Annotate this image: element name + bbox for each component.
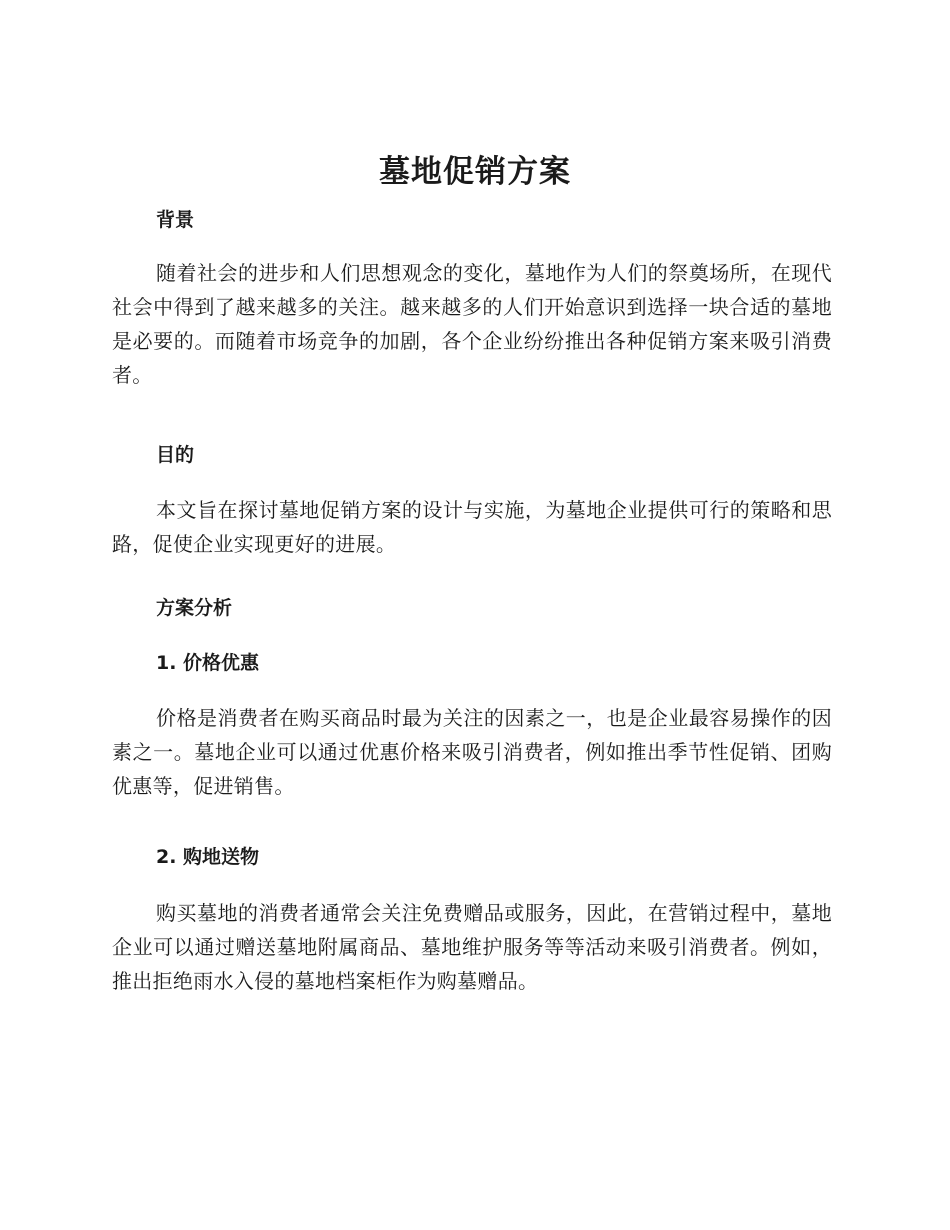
section-body-purpose: 本文旨在探讨墓地促销方案的设计与实施，为墓地企业提供可行的策略和思路，促使企业实现更好的进展。 [112, 498, 832, 556]
section-body-gift: 购买墓地的消费者通常会关注免费赠品或服务，因此，在营销过程中，墓地企业可以通过赠送墓地附属商品、墓地维护服务等等活动来吸引消费者。例如，推出拒绝雨水入侵的墓地档案柜作为购墓赠品。 [112, 901, 832, 993]
section-heading-analysis: 方案分析 [156, 597, 233, 619]
section-heading-price: 1. 价格优惠 [156, 652, 260, 674]
section-body-price: 价格是消费者在购买商品时最为关注的因素之一，也是企业最容易操作的因素之一。墓地企业可以通过优惠价格来吸引消费者，例如推出季节性促销、团购优惠等，促进销售。 [112, 706, 832, 798]
section-body-background: 随着社会的进步和人们思想观念的变化，墓地作为人们的祭奠场所，在现代社会中得到了越来越多的关注。越来越多的人们开始意识到选择一块合适的墓地是必要的。而随着市场竞争的加剧，各个企业纷纷推出各种促销方案来吸引消费者。 [112, 261, 832, 387]
section-heading-gift: 2. 购地送物 [156, 846, 260, 868]
document-title: 墓地促销方案 [379, 154, 571, 190]
section-heading-background: 背景 [156, 209, 195, 231]
section-heading-purpose: 目的 [156, 444, 195, 466]
